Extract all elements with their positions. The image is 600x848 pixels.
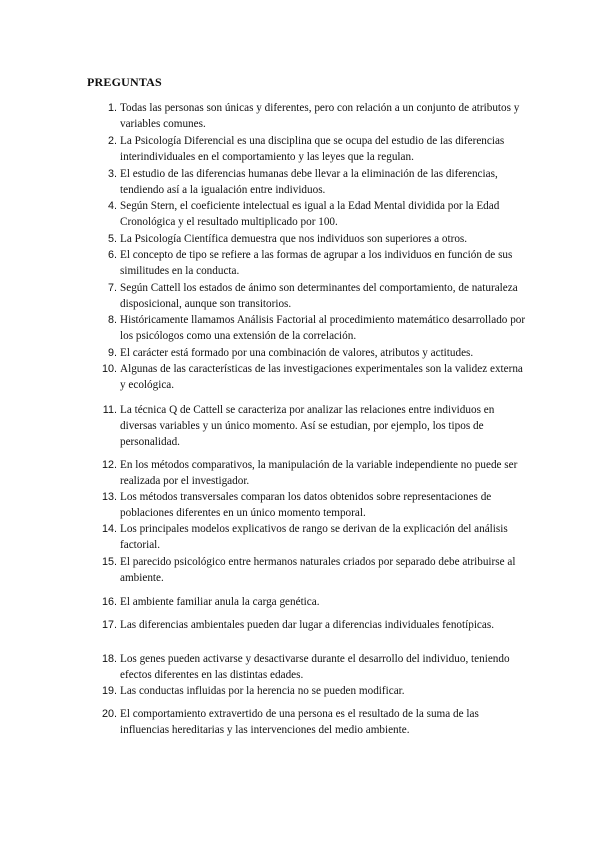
question-number: 16. — [101, 596, 117, 608]
question-text: Algunas de las características de las investigaciones experimentales son la validez externa y ecológica. — [120, 363, 523, 392]
question-text: Según Stern, el coeficiente intelectual es igual a la Edad Mental dividida por la Edad Cronológica y el resultado multiplicado por 100. — [120, 200, 500, 229]
question-text: La Psicología Diferencial es una disciplina que se ocupa del estudio de las diferencias interindividuales en el comportamiento y las leyes que la regulan. — [120, 135, 505, 164]
question-item — [87, 361, 527, 393]
question-text: Los métodos transversales comparan los datos obtenidos sobre representaciones de poblaciones diferentes en un único momento temporal. — [120, 491, 492, 520]
question-number: 17. — [101, 619, 117, 631]
page-title: PREGUNTAS — [87, 75, 162, 89]
question-number: 3. — [107, 168, 117, 180]
question-number: 14. — [101, 523, 117, 535]
question-item — [87, 247, 527, 279]
question-text: La técnica Q de Cattell se caracteriza por analizar las relaciones entre individuos en diversas variables y un único momento. Así se estudian, por ejemplo, los tipos de personalidad. — [120, 404, 495, 449]
question-number: 12. — [101, 459, 117, 471]
question-number: 8. — [107, 314, 117, 326]
question-text: La Psicología Científica demuestra que nos individuos son superiores a otros. — [120, 233, 468, 245]
question-item — [87, 706, 527, 738]
question-number: 5. — [107, 233, 117, 245]
question-number: 9. — [107, 347, 117, 359]
question-number: 6. — [107, 249, 117, 261]
question-text: Históricamente llamamos Análisis Factorial al procedimiento matemático desarrollado por los psicólogos como una extensión de la correlación. — [120, 314, 526, 343]
question-text: Los principales modelos explicativos de rango se derivan de la explicación del análisis factorial. — [120, 523, 508, 552]
question-item — [87, 166, 527, 198]
question-item — [87, 457, 527, 489]
question-text: El ambiente familiar anula la carga genética. — [120, 596, 320, 608]
question-item — [87, 683, 527, 699]
question-number: 11. — [102, 404, 117, 416]
question-number: 1. — [107, 102, 117, 114]
question-number: 15. — [101, 556, 117, 568]
question-text: El comportamiento extravertido de una persona es el resultado de la suma de las influencias hereditarias y las intervenciones del medio ambiente. — [120, 708, 479, 737]
question-number: 18. — [101, 653, 117, 665]
question-number: 7. — [107, 282, 117, 294]
question-item — [87, 617, 527, 633]
question-item — [87, 594, 527, 610]
question-item — [87, 489, 527, 521]
question-number: 19. — [101, 685, 117, 697]
question-number: 2. — [107, 135, 117, 147]
question-text: Según Cattell los estados de ánimo son determinantes del comportamiento, de naturaleza disposicional, aunque son transitorios. — [120, 282, 518, 311]
question-text: Las conductas influidas por la herencia no se pueden modificar. — [120, 685, 405, 697]
question-item — [87, 345, 527, 361]
question-item — [87, 100, 527, 132]
question-item — [87, 133, 527, 165]
question-text: El concepto de tipo se refiere a las formas de agrupar a los individuos en función de sus similitudes en la conducta. — [120, 249, 513, 278]
question-number: 4. — [107, 200, 117, 212]
question-text: El estudio de las diferencias humanas debe llevar a la eliminación de las diferencias, tendiendo así a la igualación entre individuos. — [120, 168, 498, 197]
question-item — [87, 231, 527, 247]
question-item — [87, 312, 527, 344]
question-number: 20. — [101, 708, 117, 720]
question-text: Todas las personas son únicas y diferentes, pero con relación a un conjunto de atributos y variables comunes. — [120, 102, 520, 131]
question-item — [87, 198, 527, 230]
question-text: Las diferencias ambientales pueden dar lugar a diferencias individuales fenotípicas. — [120, 619, 495, 631]
question-number: 10. — [101, 363, 117, 375]
question-item — [87, 402, 527, 451]
question-item — [87, 554, 527, 586]
question-text: Los genes pueden activarse y desactivarse durante el desarrollo del individuo, teniendo efectos diferentes en las distintas edades. — [120, 653, 510, 682]
question-item — [87, 521, 527, 553]
question-text: El parecido psicológico entre hermanos naturales criados por separado debe atribuirse al ambiente. — [120, 556, 516, 585]
question-item — [87, 651, 527, 683]
question-item — [87, 280, 527, 312]
question-number: 13. — [101, 491, 117, 503]
question-text: En los métodos comparativos, la manipulación de la variable independiente no puede ser realizada por el investigador. — [120, 459, 518, 488]
question-text: El carácter está formado por una combinación de valores, atributos y actitudes. — [120, 347, 474, 359]
